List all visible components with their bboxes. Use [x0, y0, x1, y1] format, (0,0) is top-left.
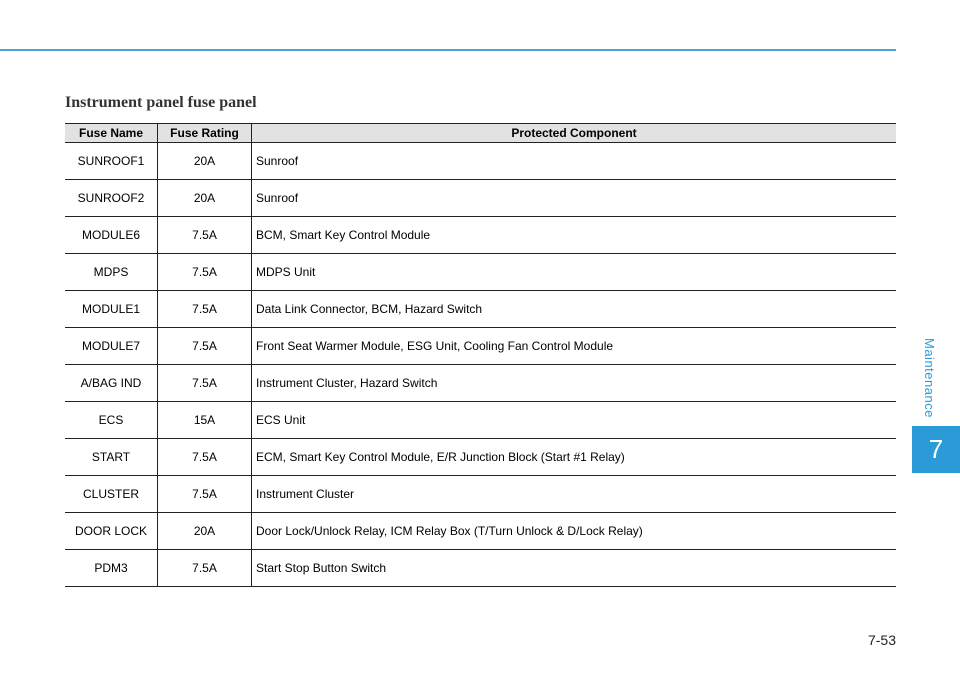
fuse-name-cell: START: [65, 439, 158, 476]
fuse-rating-cell: 7.5A: [158, 439, 252, 476]
protected-component-cell: Door Lock/Unlock Relay, ICM Relay Box (T/Turn Unlock & D/Lock Relay): [252, 513, 897, 550]
section-title: Instrument panel fuse panel: [65, 94, 257, 111]
fuse-name-cell: MODULE6: [65, 217, 158, 254]
protected-component-cell: Sunroof: [252, 180, 897, 217]
table-row: [65, 291, 896, 328]
protected-component-cell: Sunroof: [252, 143, 897, 180]
chapter-number: 7: [928, 434, 944, 464]
fuse-rating-cell: 7.5A: [158, 328, 252, 365]
table-row: [65, 402, 896, 439]
fuse-rating-cell: 7.5A: [158, 217, 252, 254]
header-fuse-rating: Fuse Rating: [158, 124, 252, 143]
table-header-row: [65, 124, 896, 143]
fuse-table: [65, 123, 896, 587]
protected-component-cell: ECS Unit: [252, 402, 897, 439]
fuse-name-cell: SUNROOF2: [65, 180, 158, 217]
table-row: [65, 365, 896, 402]
table-row: [65, 143, 896, 180]
chapter-side-label: Maintenance: [922, 338, 937, 418]
table-row: [65, 217, 896, 254]
fuse-name-cell: ECS: [65, 402, 158, 439]
chapter-tab: [912, 426, 960, 473]
table-row: [65, 513, 896, 550]
fuse-name-cell: DOOR LOCK: [65, 513, 158, 550]
protected-component-cell: Instrument Cluster: [252, 476, 897, 513]
protected-component-cell: BCM, Smart Key Control Module: [252, 217, 897, 254]
protected-component-cell: Front Seat Warmer Module, ESG Unit, Cooling Fan Control Module: [252, 328, 897, 365]
fuse-name-cell: CLUSTER: [65, 476, 158, 513]
fuse-rating-cell: 20A: [158, 513, 252, 550]
table-row: [65, 254, 896, 291]
page-number: 7-53: [867, 632, 896, 648]
fuse-name-cell: A/BAG IND: [65, 365, 158, 402]
table-row: [65, 476, 896, 513]
fuse-name-cell: SUNROOF1: [65, 143, 158, 180]
protected-component-cell: Instrument Cluster, Hazard Switch: [252, 365, 897, 402]
table-body: [65, 143, 896, 587]
fuse-rating-cell: 20A: [158, 180, 252, 217]
fuse-name-cell: MODULE1: [65, 291, 158, 328]
fuse-rating-cell: 7.5A: [158, 291, 252, 328]
fuse-rating-cell: 7.5A: [158, 550, 252, 587]
table-row: [65, 180, 896, 217]
header-fuse-name: Fuse Name: [65, 124, 158, 143]
protected-component-cell: Data Link Connector, BCM, Hazard Switch: [252, 291, 897, 328]
protected-component-cell: MDPS Unit: [252, 254, 897, 291]
fuse-rating-cell: 7.5A: [158, 365, 252, 402]
fuse-rating-cell: 7.5A: [158, 476, 252, 513]
table-row: [65, 328, 896, 365]
header-protected-component: Protected Component: [252, 124, 897, 143]
fuse-rating-cell: 20A: [158, 143, 252, 180]
table-row: [65, 550, 896, 587]
fuse-name-cell: PDM3: [65, 550, 158, 587]
fuse-rating-cell: 15A: [158, 402, 252, 439]
top-rule: [0, 49, 896, 51]
fuse-name-cell: MDPS: [65, 254, 158, 291]
table-row: [65, 439, 896, 476]
fuse-name-cell: MODULE7: [65, 328, 158, 365]
fuse-rating-cell: 7.5A: [158, 254, 252, 291]
protected-component-cell: Start Stop Button Switch: [252, 550, 897, 587]
protected-component-cell: ECM, Smart Key Control Module, E/R Junction Block (Start #1 Relay): [252, 439, 897, 476]
